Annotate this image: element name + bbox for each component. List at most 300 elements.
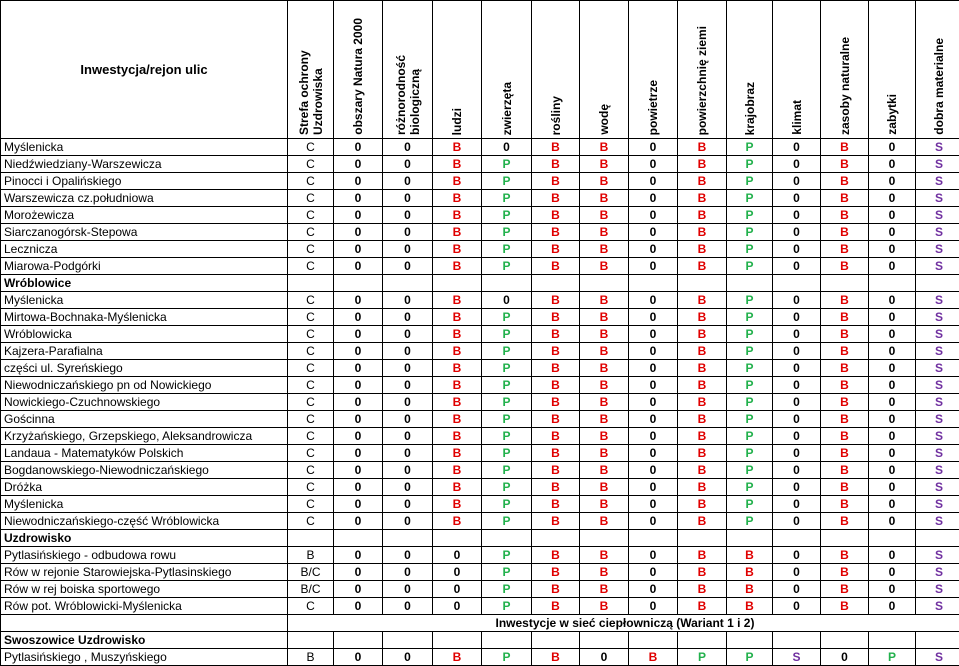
impact-cell: 0 [869, 513, 916, 530]
impact-cell: 0 [773, 462, 821, 479]
empty-cell [916, 275, 959, 292]
impact-cell: C [288, 411, 334, 428]
impact-cell: C [288, 479, 334, 496]
impact-cell: B [433, 411, 482, 428]
impact-cell: B [678, 513, 727, 530]
impact-cell: 0 [383, 462, 433, 479]
impact-cell: P [482, 581, 532, 598]
impact-cell: B [821, 462, 869, 479]
empty-cell [773, 530, 821, 547]
impact-cell: B [678, 207, 727, 224]
impact-cell: B [678, 479, 727, 496]
impact-cell: 0 [773, 411, 821, 428]
impact-cell: 0 [629, 258, 678, 275]
impact-cell: B [433, 173, 482, 190]
impact-cell: 0 [869, 496, 916, 513]
impact-cell: 0 [383, 496, 433, 513]
impact-cell: C [288, 326, 334, 343]
impact-cell: 0 [383, 207, 433, 224]
impact-cell: P [482, 564, 532, 581]
impact-cell: B [532, 496, 580, 513]
table-row [1, 564, 959, 581]
banner-row [1, 615, 959, 632]
impact-cell: B [580, 326, 629, 343]
impact-cell: B [532, 411, 580, 428]
impact-cell: P [727, 360, 773, 377]
empty-cell [773, 275, 821, 292]
impact-cell: B [433, 649, 482, 666]
impact-cell: B [678, 326, 727, 343]
row-name: Myślenicka [1, 496, 288, 513]
impact-cell: P [482, 598, 532, 615]
impact-cell: C [288, 190, 334, 207]
impact-cell: S [916, 564, 959, 581]
impact-cell: B [288, 547, 334, 564]
impact-cell: 0 [383, 258, 433, 275]
empty-cell [821, 632, 869, 649]
impact-cell: C [288, 156, 334, 173]
impact-cell: P [727, 428, 773, 445]
empty-cell [433, 632, 482, 649]
impact-cell: 0 [629, 598, 678, 615]
impact-cell: 0 [629, 190, 678, 207]
impact-cell: 0 [629, 496, 678, 513]
empty-cell [433, 275, 482, 292]
impact-cell: B [580, 496, 629, 513]
impact-cell: 0 [383, 394, 433, 411]
impact-cell: B [580, 581, 629, 598]
impact-cell: P [482, 479, 532, 496]
impact-cell: 0 [629, 309, 678, 326]
impact-cell: P [727, 513, 773, 530]
impact-cell: 0 [629, 292, 678, 309]
impact-cell: C [288, 258, 334, 275]
table-row [1, 598, 959, 615]
impact-cell: B [678, 445, 727, 462]
impact-cell: 0 [773, 496, 821, 513]
row-name: Niewodniczańskiego pn od Nowickiego [1, 377, 288, 394]
row-name: Pinocci i Opalińskiego [1, 173, 288, 190]
impact-cell: B [678, 394, 727, 411]
impact-cell: B [532, 564, 580, 581]
impact-cell: 0 [383, 377, 433, 394]
impact-cell: B [532, 173, 580, 190]
impact-cell: 0 [629, 428, 678, 445]
impact-cell: B [821, 496, 869, 513]
impact-cell: 0 [334, 564, 383, 581]
empty-cell [383, 632, 433, 649]
impact-cell: P [482, 394, 532, 411]
table-row [1, 377, 959, 394]
impact-cell: B [678, 292, 727, 309]
impact-cell: B [821, 139, 869, 156]
impact-cell: S [916, 360, 959, 377]
impact-cell: 0 [773, 139, 821, 156]
table-row [1, 258, 959, 275]
impact-cell: 0 [334, 224, 383, 241]
impact-cell: 0 [869, 156, 916, 173]
table-row [1, 411, 959, 428]
impact-cell: P [727, 207, 773, 224]
impact-cell: B [580, 394, 629, 411]
impact-cell: P [727, 377, 773, 394]
section-row [1, 632, 959, 649]
impact-cell: C [288, 173, 334, 190]
impact-cell: 0 [629, 411, 678, 428]
impact-cell: B [821, 411, 869, 428]
impact-cell: B [821, 173, 869, 190]
table-row [1, 292, 959, 309]
empty-cell [532, 275, 580, 292]
impact-cell: S [916, 292, 959, 309]
impact-cell: B [678, 258, 727, 275]
impact-cell: 0 [383, 173, 433, 190]
impact-cell: B [532, 598, 580, 615]
empty-cell [334, 632, 383, 649]
empty-cell [334, 275, 383, 292]
impact-cell: B [678, 173, 727, 190]
impact-cell: 0 [334, 496, 383, 513]
impact-cell: 0 [383, 649, 433, 666]
impact-cell: 0 [629, 241, 678, 258]
impact-cell: 0 [773, 343, 821, 360]
impact-cell: 0 [869, 224, 916, 241]
impact-cell: 0 [334, 513, 383, 530]
impact-cell: B [580, 207, 629, 224]
impact-cell: 0 [773, 598, 821, 615]
impact-cell: P [482, 360, 532, 377]
impact-cell: C [288, 394, 334, 411]
column-header: ludzi [433, 1, 482, 139]
impact-cell: S [916, 241, 959, 258]
impact-cell: P [727, 394, 773, 411]
impact-cell: B [433, 156, 482, 173]
impact-cell: 0 [773, 292, 821, 309]
empty-cell [532, 632, 580, 649]
impact-cell: B [678, 581, 727, 598]
column-header: zabytki [869, 1, 916, 139]
table-row [1, 547, 959, 564]
impact-cell: B [678, 139, 727, 156]
impact-cell: B [433, 462, 482, 479]
impact-cell: 0 [629, 224, 678, 241]
impact-cell: 0 [334, 190, 383, 207]
impact-cell: B [678, 343, 727, 360]
table-row [1, 496, 959, 513]
table-row [1, 241, 959, 258]
impact-cell: B [727, 581, 773, 598]
column-header: klimat [773, 1, 821, 139]
impact-cell: 0 [334, 343, 383, 360]
row-name: Morożewicza [1, 207, 288, 224]
row-name: Gościnna [1, 411, 288, 428]
impact-cell: 0 [629, 343, 678, 360]
impact-cell: S [916, 462, 959, 479]
impact-cell: P [482, 241, 532, 258]
empty-cell [629, 632, 678, 649]
impact-cell: B/C [288, 581, 334, 598]
impact-cell: 0 [773, 445, 821, 462]
row-name: Mirtowa-Bochnaka-Myślenicka [1, 309, 288, 326]
impact-cell: B [532, 377, 580, 394]
empty-cell [869, 632, 916, 649]
empty-cell [482, 530, 532, 547]
impact-cell: B [580, 411, 629, 428]
impact-cell: B [580, 224, 629, 241]
impact-cell: B [678, 360, 727, 377]
table-row [1, 309, 959, 326]
impact-cell: 0 [629, 377, 678, 394]
impact-cell: B [678, 598, 727, 615]
impact-cell: B [532, 241, 580, 258]
table-body [1, 139, 959, 666]
table-row [1, 394, 959, 411]
impact-cell: 0 [383, 564, 433, 581]
impact-cell: 0 [334, 292, 383, 309]
impact-cell: B [821, 224, 869, 241]
impact-cell: 0 [773, 224, 821, 241]
row-name: Warszewicza cz.południowa [1, 190, 288, 207]
impact-cell: 0 [383, 598, 433, 615]
impact-cell: P [482, 445, 532, 462]
impact-cell: B [821, 343, 869, 360]
row-name: Rów w rej boiska sportowego [1, 581, 288, 598]
impact-cell: B [821, 394, 869, 411]
impact-cell: 0 [869, 241, 916, 258]
row-name: Landaua - Matematyków Polskich [1, 445, 288, 462]
impact-cell: S [916, 258, 959, 275]
impact-cell: 0 [773, 326, 821, 343]
impact-cell: P [727, 292, 773, 309]
empty-cell [727, 275, 773, 292]
column-header: obszary Natura 2000 [334, 1, 383, 139]
impact-cell: B [532, 479, 580, 496]
empty-cell [629, 275, 678, 292]
impact-cell: S [916, 224, 959, 241]
impact-cell: 0 [773, 547, 821, 564]
impact-cell: 0 [869, 326, 916, 343]
impact-cell: 0 [629, 326, 678, 343]
impact-cell: B [678, 190, 727, 207]
row-name: Myślenicka [1, 292, 288, 309]
impact-cell: B [678, 547, 727, 564]
impact-cell: 0 [629, 547, 678, 564]
table-row [1, 156, 959, 173]
impact-cell: 0 [334, 156, 383, 173]
impact-cell: C [288, 377, 334, 394]
impact-cell: B [580, 462, 629, 479]
impact-cell: B [433, 445, 482, 462]
impact-cell: S [773, 649, 821, 666]
impact-cell: B [532, 309, 580, 326]
impact-cell: B [821, 445, 869, 462]
impact-cell: 0 [869, 377, 916, 394]
impact-cell: 0 [383, 292, 433, 309]
impact-cell: 0 [629, 564, 678, 581]
impact-cell: P [482, 326, 532, 343]
impact-cell: 0 [773, 377, 821, 394]
impact-cell: B [288, 649, 334, 666]
impact-cell: B [727, 547, 773, 564]
section-title: Swoszowice Uzdrowisko [1, 632, 288, 649]
impact-cell: 0 [334, 258, 383, 275]
impact-cell: 0 [383, 411, 433, 428]
impact-cell: B [821, 598, 869, 615]
impact-cell: 0 [383, 343, 433, 360]
impact-cell: C [288, 139, 334, 156]
empty-cell [482, 632, 532, 649]
impact-cell: B [580, 173, 629, 190]
impact-cell: B [580, 309, 629, 326]
impact-cell: 0 [482, 139, 532, 156]
impact-cell: P [482, 496, 532, 513]
impact-cell: 0 [334, 309, 383, 326]
impact-cell: B [580, 241, 629, 258]
impact-cell: S [916, 411, 959, 428]
impact-cell: 0 [383, 445, 433, 462]
column-header: powietrze [629, 1, 678, 139]
empty-cell [334, 530, 383, 547]
impact-cell: P [727, 241, 773, 258]
row-name: Dróżka [1, 479, 288, 496]
impact-cell: S [916, 581, 959, 598]
impact-cell: 0 [334, 394, 383, 411]
impact-cell: P [869, 649, 916, 666]
impact-cell: C [288, 496, 334, 513]
impact-cell: 0 [629, 445, 678, 462]
impact-cell: 0 [334, 428, 383, 445]
impact-cell: 0 [869, 462, 916, 479]
impact-cell: 0 [869, 343, 916, 360]
impact-cell: B [821, 377, 869, 394]
impact-cell: 0 [334, 326, 383, 343]
impact-cell: S [916, 207, 959, 224]
table-row [1, 462, 959, 479]
impact-cell: B [532, 224, 580, 241]
empty-cell [629, 530, 678, 547]
impact-cell: P [482, 190, 532, 207]
empty-cell [678, 632, 727, 649]
impact-cell: 0 [773, 173, 821, 190]
impact-cell: S [916, 479, 959, 496]
impact-cell: S [916, 547, 959, 564]
row-name: Nowickiego-Czuchnowskiego [1, 394, 288, 411]
empty-cell [821, 530, 869, 547]
impact-cell: 0 [334, 377, 383, 394]
table-row [1, 139, 959, 156]
column-header: zwierzęta [482, 1, 532, 139]
table-row [1, 173, 959, 190]
empty-cell [678, 530, 727, 547]
impact-cell: 0 [383, 241, 433, 258]
impact-cell: 0 [383, 360, 433, 377]
impact-cell: B [580, 445, 629, 462]
impact-cell: B [532, 462, 580, 479]
impact-cell: 0 [869, 139, 916, 156]
empty-cell [821, 275, 869, 292]
impact-cell: 0 [869, 581, 916, 598]
impact-cell: S [916, 156, 959, 173]
impact-cell: 0 [629, 156, 678, 173]
impact-cell: B [433, 377, 482, 394]
impact-cell: B [821, 326, 869, 343]
impact-cell: P [482, 411, 532, 428]
impact-cell: 0 [869, 207, 916, 224]
impact-cell: C [288, 462, 334, 479]
impact-cell: 0 [773, 479, 821, 496]
impact-cell: B [532, 513, 580, 530]
impact-cell: 0 [433, 581, 482, 598]
column-header: rośliny [532, 1, 580, 139]
impact-cell: P [482, 207, 532, 224]
impact-cell: B [580, 513, 629, 530]
impact-cell: B [433, 139, 482, 156]
impact-cell: 0 [773, 309, 821, 326]
impact-cell: B [580, 377, 629, 394]
row-name: Kajzera-Parafialna [1, 343, 288, 360]
impact-cell: 0 [334, 462, 383, 479]
table-row [1, 649, 959, 666]
impact-cell: 0 [869, 564, 916, 581]
impact-cell: B [678, 462, 727, 479]
impact-cell: B [532, 292, 580, 309]
impact-cell: P [482, 343, 532, 360]
column-header: krajobraz [727, 1, 773, 139]
impact-cell: P [727, 258, 773, 275]
impact-cell: 0 [334, 411, 383, 428]
column-header: Strefa ochrony Uzdrowiska [288, 1, 334, 139]
impact-cell: 0 [383, 139, 433, 156]
impact-cell: 0 [773, 258, 821, 275]
impact-cell: B [580, 564, 629, 581]
impact-cell: C [288, 309, 334, 326]
empty-cell [532, 530, 580, 547]
row-name: Siarczanogórsk-Stepowa [1, 224, 288, 241]
impact-cell: B [433, 343, 482, 360]
impact-cell: B [821, 156, 869, 173]
impact-cell: B [532, 581, 580, 598]
impact-cell: S [916, 445, 959, 462]
impact-cell: C [288, 292, 334, 309]
column-header: różnorodność biologiczną [383, 1, 433, 139]
impact-cell: 0 [629, 360, 678, 377]
impact-cell: B [821, 190, 869, 207]
impact-cell: P [727, 224, 773, 241]
empty-cell [1, 615, 288, 632]
row-name: Krzyżańskiego, Grzepskiego, Aleksandrowicza [1, 428, 288, 445]
impact-cell: P [482, 156, 532, 173]
impact-cell: B [678, 428, 727, 445]
impact-cell: B [821, 360, 869, 377]
impact-cell: 0 [334, 581, 383, 598]
impact-cell: B [433, 326, 482, 343]
impact-cell: B [433, 360, 482, 377]
impact-cell: B [678, 309, 727, 326]
impact-cell: B [580, 428, 629, 445]
impact-cell: 0 [629, 394, 678, 411]
impact-cell: 0 [383, 581, 433, 598]
empty-cell [580, 632, 629, 649]
impact-cell: 0 [869, 360, 916, 377]
impact-cell: B [532, 394, 580, 411]
impact-cell: 0 [821, 649, 869, 666]
impact-cell: 0 [334, 547, 383, 564]
impact-cell: B [580, 598, 629, 615]
impact-cell: 0 [869, 258, 916, 275]
impact-cell: P [727, 139, 773, 156]
impact-cell: 0 [773, 190, 821, 207]
impact-cell: P [482, 649, 532, 666]
